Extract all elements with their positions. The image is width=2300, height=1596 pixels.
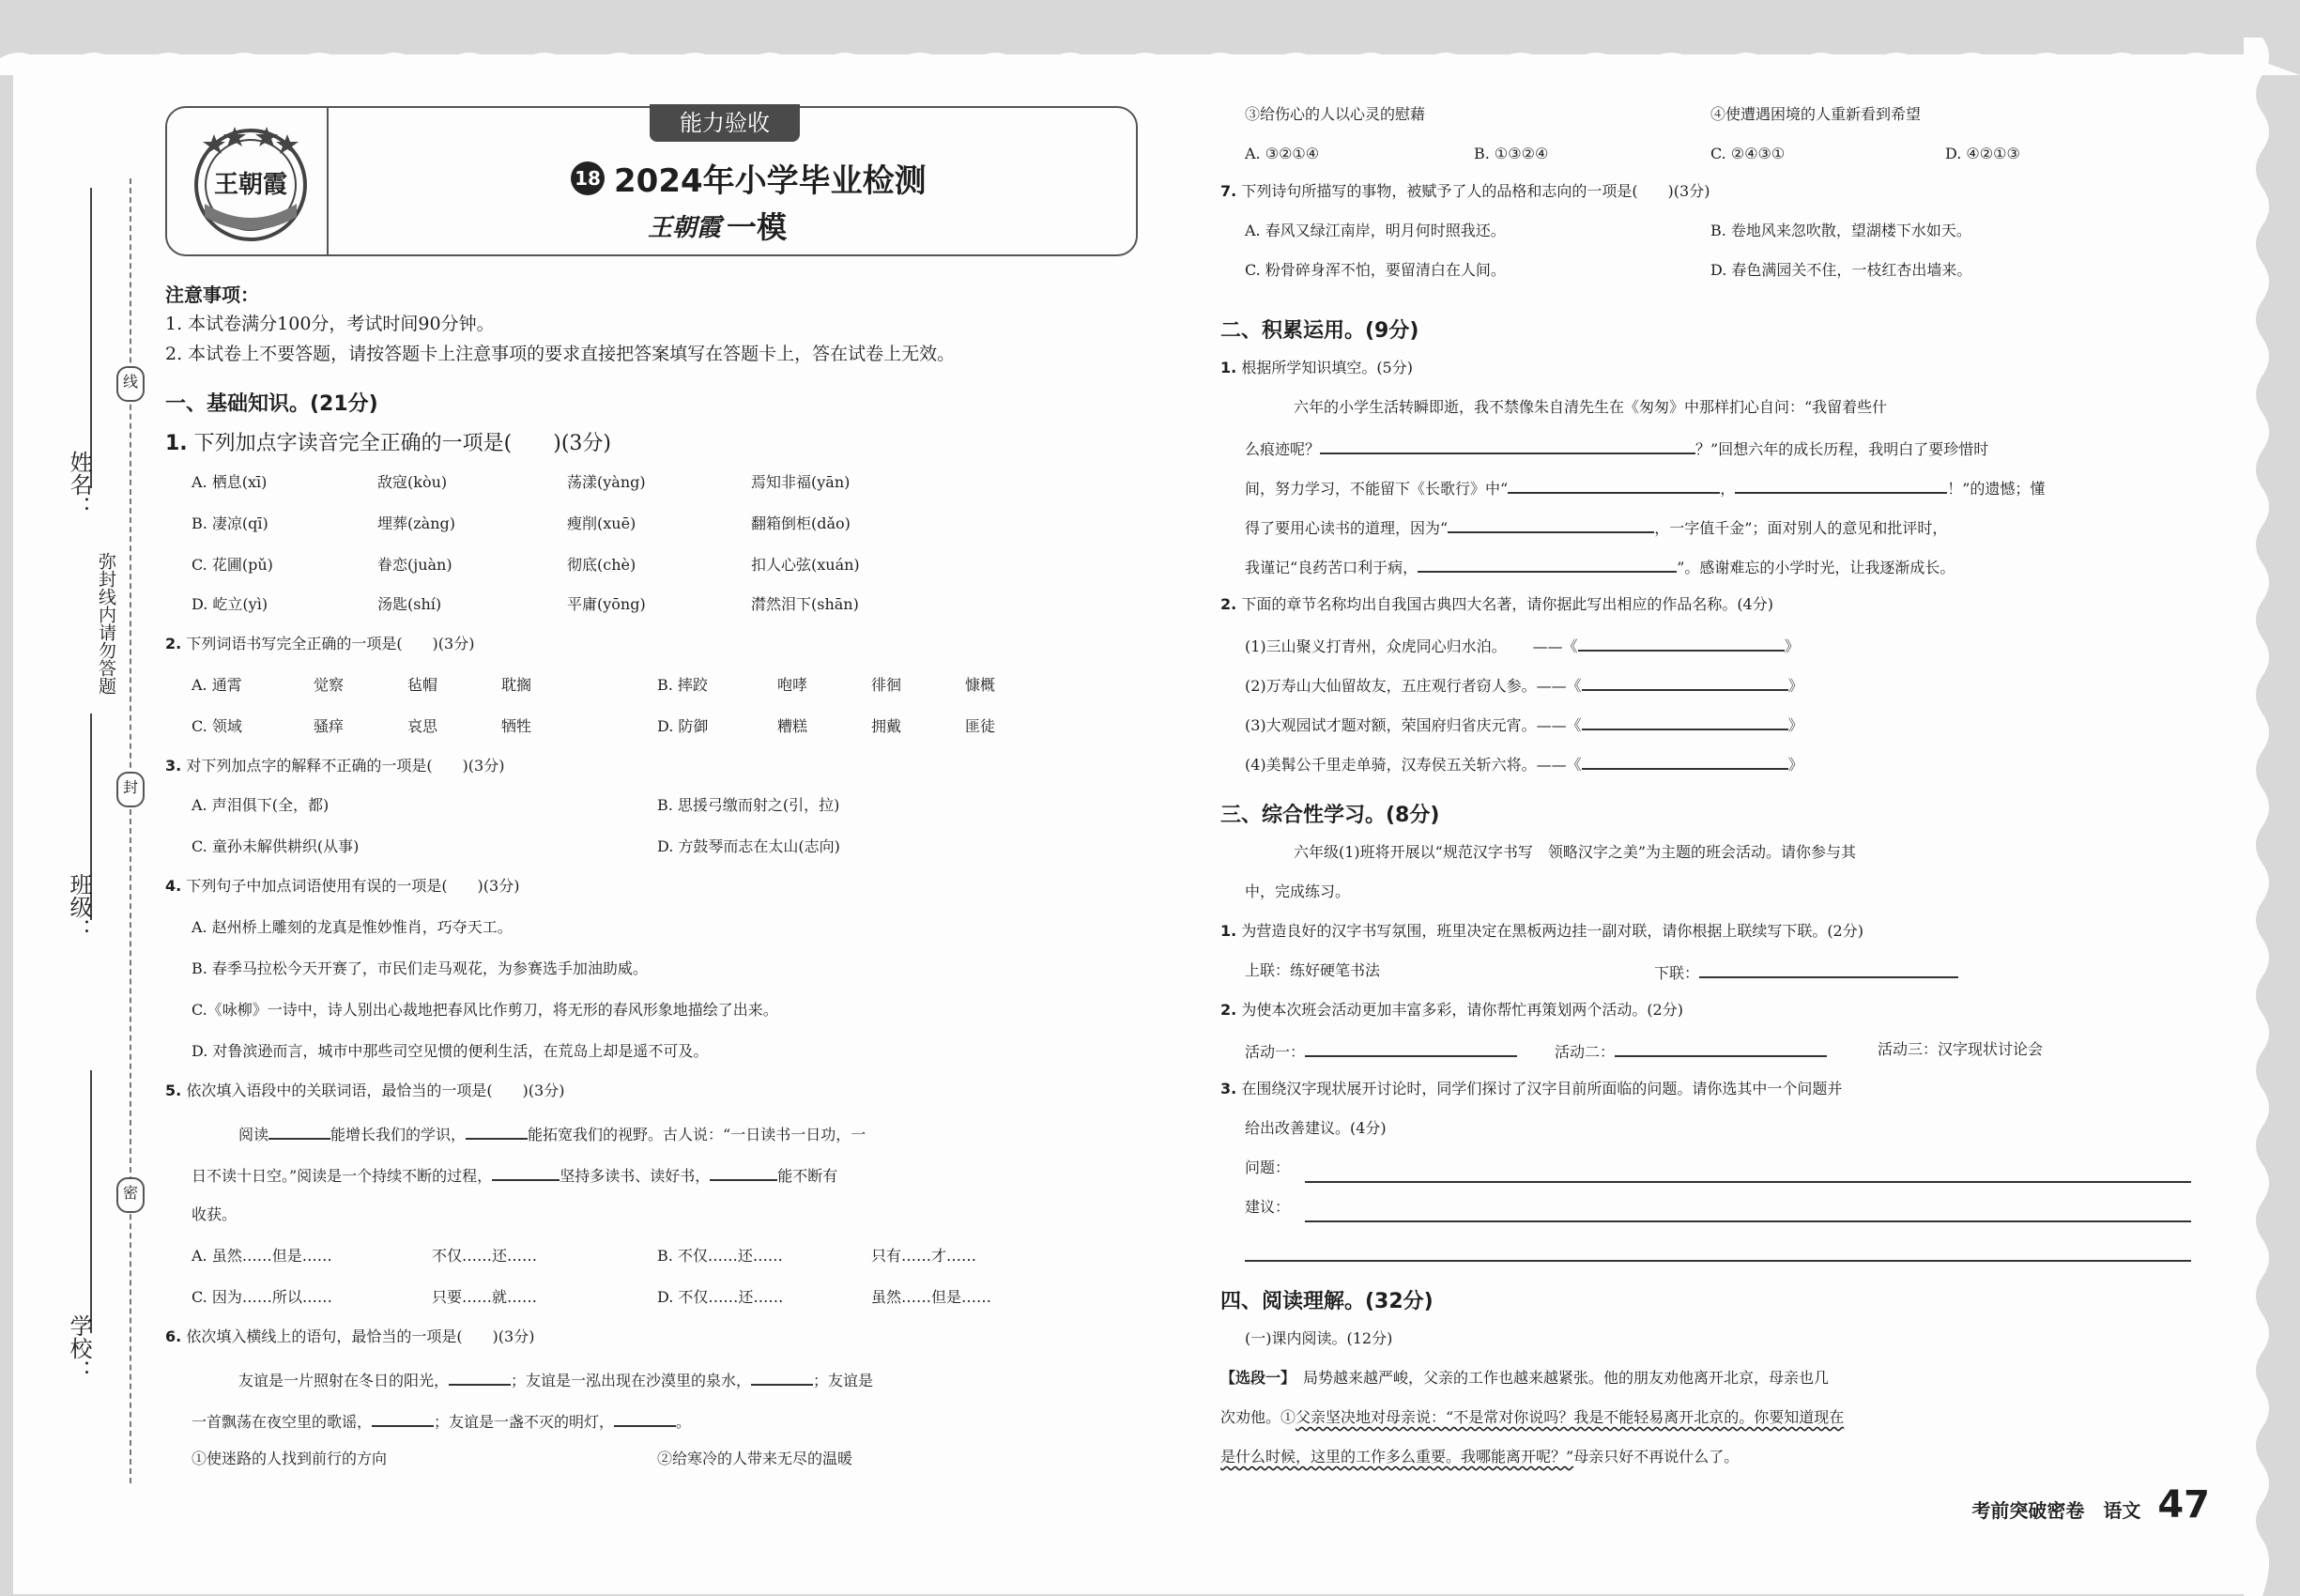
- q1-stem: 1. 下列加点字读音完全正确的一项是( )(3分): [165, 432, 612, 455]
- reading-subsection-1: (一)课内阅读。(12分): [1245, 1329, 1393, 1347]
- q1-opt-b3: 瘦削(xuē): [567, 514, 636, 532]
- q2-cell: 耽搁: [501, 676, 532, 694]
- q9-item-1: (1)三山聚义打青州，众虎同心归水泊。 ——《 》: [1245, 635, 1800, 655]
- q9-item-4: (4)美髯公千里走单骑，汉寿侯五关斩六将。——《 》: [1245, 753, 1803, 774]
- brand-logo: [186, 119, 315, 243]
- note-item-1: 1. 本试卷满分100分，考试时间90分钟。: [165, 314, 495, 334]
- q9-item-3: (3)大观园试才题对额，荣国府归省庆元宵。——《 》: [1245, 714, 1803, 734]
- q2-cell: 慷概: [965, 676, 996, 694]
- exam-subtitle: [648, 204, 787, 247]
- q8-line-4: 得了要用心读书的道理，因为“ ，一字值千金”；面对别人的意见和批评时，: [1245, 516, 1947, 537]
- q8-line-5: 我谨记“良药苦口利于病， ”。感谢难忘的小学时光，让我逐渐成长。: [1245, 556, 1955, 576]
- q2-cell: C. 领域: [192, 717, 242, 735]
- q2-cell: 毡帽: [407, 676, 438, 694]
- q11-activity-1: 活动一：: [1245, 1040, 1517, 1061]
- q4-opt-c: C.《咏柳》一诗中，诗人别出心裁地把春风比作剪刀，将无形的春风形象地描绘了出来。: [192, 1001, 778, 1019]
- exam-title: [571, 155, 927, 201]
- q12-suggest-rule: [1305, 1220, 2191, 1222]
- q5-opt-a: A. 虽然……但是……: [192, 1247, 332, 1265]
- q2-cell: 糟糕: [777, 717, 808, 735]
- exam-subtitle-text: 一模: [727, 209, 788, 245]
- class-label: 班级：: [66, 873, 92, 941]
- footer-text: 考前突破密卷 语文: [1971, 1499, 2141, 1522]
- q6-opt-a: A. ③②①④: [1245, 145, 1320, 162]
- exam-title-text: 2024年小学毕业检测: [614, 162, 927, 200]
- q1-opt-a3: 荡漾(yàng): [567, 473, 646, 491]
- exam-sheet: [13, 54, 2255, 1594]
- q8-line-3: 间，努力学习，不能留下《长歌行》中“ ， ！”的遗憾；懂: [1245, 477, 2045, 498]
- q7-stem: 7. 下列诗句所描写的事物，被赋予了人的品格和志向的一项是( )(3分): [1220, 182, 1710, 200]
- q3-opt-a: A. 声泪俱下(全，都): [192, 796, 330, 814]
- q2-cell: 觉察: [314, 676, 345, 694]
- q8-line-1: 六年的小学生活转瞬即逝，我不禁像朱自清先生在《匆匆》中那样扪心自问：“我留着些什: [1294, 398, 1888, 416]
- q3-opt-b: B. 思援弓缴而射之(引，拉): [657, 796, 840, 814]
- q6-item-3: ③给伤心的人以心灵的慰藉: [1245, 105, 1426, 123]
- q7-opt-d: D. 春色满园关不住，一枝红杏出墙来。: [1710, 261, 1972, 279]
- q11-activity-2: 活动二：: [1555, 1040, 1827, 1061]
- name-underline: [90, 188, 92, 488]
- q3-opt-c: C. 童孙未解供耕织(从事): [192, 837, 360, 855]
- svg-text:王朝霞: 王朝霞: [213, 171, 288, 199]
- header-separator: [327, 108, 329, 254]
- q11-stem: 2. 为使本次班会活动更加丰富多彩，请你帮忙再策划两个活动。(2分): [1220, 1001, 1683, 1019]
- q1-opt-b4: 翻箱倒柜(dǎo): [751, 514, 851, 532]
- q10-stem: 1. 为营造良好的汉字书写氛围，班里决定在黑板两边挂一副对联，请你根据上联续写下联。(2分): [1220, 922, 1863, 940]
- q5-passage-line-2: 日不读十日空。”阅读是一个持续不断的过程， 坚持多读书、读好书， 能不断有: [192, 1164, 837, 1185]
- name-label: 姓名：: [66, 451, 92, 518]
- q4-opt-d: D. 对鲁滨逊而言，城市中那些司空见惯的便利生活，在荒岛上却是遥不可及。: [192, 1042, 709, 1060]
- q2-cell: D. 防御: [657, 717, 709, 735]
- q12-problem-rule: [1305, 1181, 2191, 1183]
- q1-opt-d1: D. 屹立(yì): [192, 595, 268, 613]
- paper-right-wave: [2244, 38, 2300, 1596]
- note-item-2: 2. 本试卷上不要答题，请按答题卡上注意事项的要求直接把答案填写在答题卡上，答在试卷上无效。: [165, 344, 956, 364]
- section-4-heading: 四、阅读理解。(32分): [1220, 1290, 1434, 1313]
- q2-cell: 咆哮: [777, 676, 808, 694]
- q2-cell: B. 摔跤: [657, 676, 708, 694]
- section-3-intro-2: 中，完成练习。: [1245, 882, 1351, 900]
- q1-opt-a1: A. 栖息(xī): [192, 473, 268, 491]
- q1-opt-d2: 汤匙(shí): [377, 595, 442, 613]
- q1-opt-b2: 埋葬(zàng): [377, 514, 456, 532]
- q8-line-2: 么痕迹呢？ ？”回想六年的成长历程，我明白了要珍惜时: [1245, 437, 1988, 458]
- reading-line-2: 次劝他。①父亲坚决地对母亲说：“不是常对你说吗？我是不能轻易离开北京的。你要知道现在: [1220, 1408, 1845, 1426]
- cut-mark-line: 线: [116, 366, 145, 402]
- section-tag: 能力验收: [650, 104, 800, 142]
- q3-opt-d: D. 方鼓琴而志在太山(志向): [657, 837, 840, 855]
- q6-item-2: ②给寒冷的人带来无尽的温暖: [657, 1450, 853, 1467]
- cut-mark-secret: 密: [116, 1177, 145, 1213]
- section-1-heading: 一、基础知识。(21分): [165, 392, 378, 416]
- q9-item-2: (2)万寿山大仙留故友，五庄观行者窃人参。——《 》: [1245, 674, 1803, 695]
- exam-number-badge: 18: [571, 161, 605, 195]
- q6-passage-line-1: 友谊是一片照射在冬日的阳光， ；友谊是一泓出现在沙漠里的泉水， ；友谊是: [238, 1369, 873, 1389]
- cut-mark-seal: 封: [116, 772, 145, 807]
- q6-passage-line-2: 一首飘荡在夜空里的歌谣， ；友谊是一盏不灭的明灯， 。: [192, 1410, 691, 1431]
- q8-stem: 1. 根据所学知识填空。(5分): [1220, 359, 1413, 376]
- school-underline: [90, 1070, 92, 1333]
- q12-extra-rule: [1245, 1260, 2191, 1262]
- q5-opt-c: C. 因为……所以……: [192, 1288, 332, 1306]
- section-2-heading: 二、积累运用。(9分): [1220, 319, 1419, 343]
- q12-suggest-label: 建议：: [1245, 1198, 1291, 1216]
- q12-stem-2: 给出改善建议。(4分): [1245, 1119, 1387, 1137]
- q4-opt-a: A. 赵州桥上雕刻的龙真是惟妙惟肖，巧夺天工。: [192, 918, 513, 936]
- q1-opt-a4: 焉知非福(yān): [751, 473, 851, 491]
- brand-signature: 王朝霞: [648, 213, 722, 242]
- q1-opt-a2: 敌寇(kòu): [377, 473, 448, 491]
- q9-stem: 2. 下面的章节名称均出自我国古典四大名著，请你据此写出相应的作品名称。(4分): [1220, 595, 1773, 613]
- q6-item-1: ①使迷路的人找到前行的方向: [192, 1450, 388, 1467]
- q10-upper: 上联：练好硬笔书法: [1245, 961, 1381, 979]
- q1-opt-d3: 平庸(yōng): [567, 595, 646, 613]
- q4-stem: 4. 下列句子中加点词语使用有误的一项是( )(3分): [165, 877, 520, 895]
- q2-cell: 哀思: [407, 717, 438, 735]
- q6-opt-c: C. ②④③①: [1710, 145, 1786, 162]
- q6-opt-b: B. ①③②④: [1474, 145, 1549, 162]
- notes-heading: 注意事项：: [165, 284, 259, 306]
- q1-opt-c3: 彻底(chè): [567, 556, 636, 574]
- q7-opt-b: B. 卷地风来忽吹散，望湖楼下水如天。: [1710, 222, 1971, 239]
- q2-cell: A. 通霄: [192, 676, 242, 694]
- section-3-heading: 三、综合性学习。(8分): [1220, 804, 1440, 827]
- q6-opt-d: D. ④②①③: [1945, 145, 2020, 162]
- q5-opt-c-2: 只要……就……: [432, 1288, 538, 1306]
- q12-stem-1: 3. 在围绕汉字现状展开讨论时，同学们探讨了汉字目前所面临的问题。请你选其中一个问题并: [1220, 1080, 1843, 1097]
- section-3-intro-1: 六年级(1)班将开展以“规范汉字书写 领略汉字之美”为主题的班会活动。请你参与其: [1294, 843, 1857, 861]
- page-footer: [1971, 1483, 2210, 1527]
- q2-stem: 2. 下列词语书写完全正确的一项是( )(3分): [165, 635, 475, 652]
- q6-item-4: ④使遭遇困境的人重新看到希望: [1710, 105, 1922, 123]
- q6-stem: 6. 依次填入横线上的语句，最恰当的一项是( )(3分): [165, 1327, 535, 1345]
- q5-passage-line-3: 收获。: [192, 1205, 238, 1223]
- exam-header: [165, 106, 1138, 256]
- q2-cell: 骚痒: [314, 717, 345, 735]
- q1-opt-c1: C. 花圃(pǔ): [192, 556, 273, 574]
- reading-line-1: 【选段一】 局势越来越严峻，父亲的工作也越来越紧张。他的朋友劝他离开北京，母亲也几: [1220, 1369, 1830, 1387]
- q5-opt-a-2: 不仅……还……: [432, 1247, 538, 1265]
- seal-note: 弥封线内请勿答题: [96, 552, 116, 695]
- q5-passage-line-1: 阅读 能增长我们的学识， 能拓宽我们的视野。古人说：“一日读书一日功，一: [238, 1123, 866, 1143]
- q2-cell: 徘徊: [871, 676, 902, 694]
- q2-cell: 拥戴: [871, 717, 902, 735]
- q5-stem: 5. 依次填入语段中的关联词语，最恰当的一项是( )(3分): [165, 1082, 565, 1099]
- q5-opt-b: B. 不仅……还……: [657, 1247, 783, 1265]
- reading-line-3: 是什么时候，这里的工作多么重要。我哪能离开呢？”母亲只好不再说什么了。: [1220, 1448, 1740, 1466]
- q7-opt-c: C. 粉骨碎身浑不怕，要留清白在人间。: [1245, 261, 1506, 279]
- q1-opt-b1: B. 凄凉(qī): [192, 514, 268, 532]
- q1-opt-d4: 潸然泪下(shān): [751, 595, 859, 613]
- school-label: 学校：: [66, 1314, 92, 1382]
- q11-activity-3: 活动三：汉字现状讨论会: [1878, 1040, 2044, 1058]
- page-number: 47: [2157, 1483, 2210, 1527]
- q7-opt-a: A. 春风又绿江南岸，明月何时照我还。: [1245, 222, 1506, 239]
- q3-stem: 3. 对下列加点字的解释不正确的一项是( )(3分): [165, 757, 505, 775]
- q5-opt-d-2: 虽然……但是……: [871, 1288, 992, 1306]
- q5-opt-b-2: 只有……才……: [871, 1247, 977, 1265]
- q2-cell: 匪徒: [965, 717, 996, 735]
- q1-opt-c2: 眷恋(juàn): [377, 556, 452, 574]
- q5-opt-d: D. 不仅……还……: [657, 1288, 784, 1306]
- q2-cell: 牺牲: [501, 717, 532, 735]
- q1-opt-c4: 扣人心弦(xuán): [751, 556, 860, 574]
- q4-opt-b: B. 春季马拉松今天开赛了，市民们走马观花，为参赛选手加油助威。: [192, 959, 648, 977]
- q12-problem-label: 问题：: [1245, 1159, 1291, 1176]
- q10-lower: 下联：: [1654, 961, 1958, 982]
